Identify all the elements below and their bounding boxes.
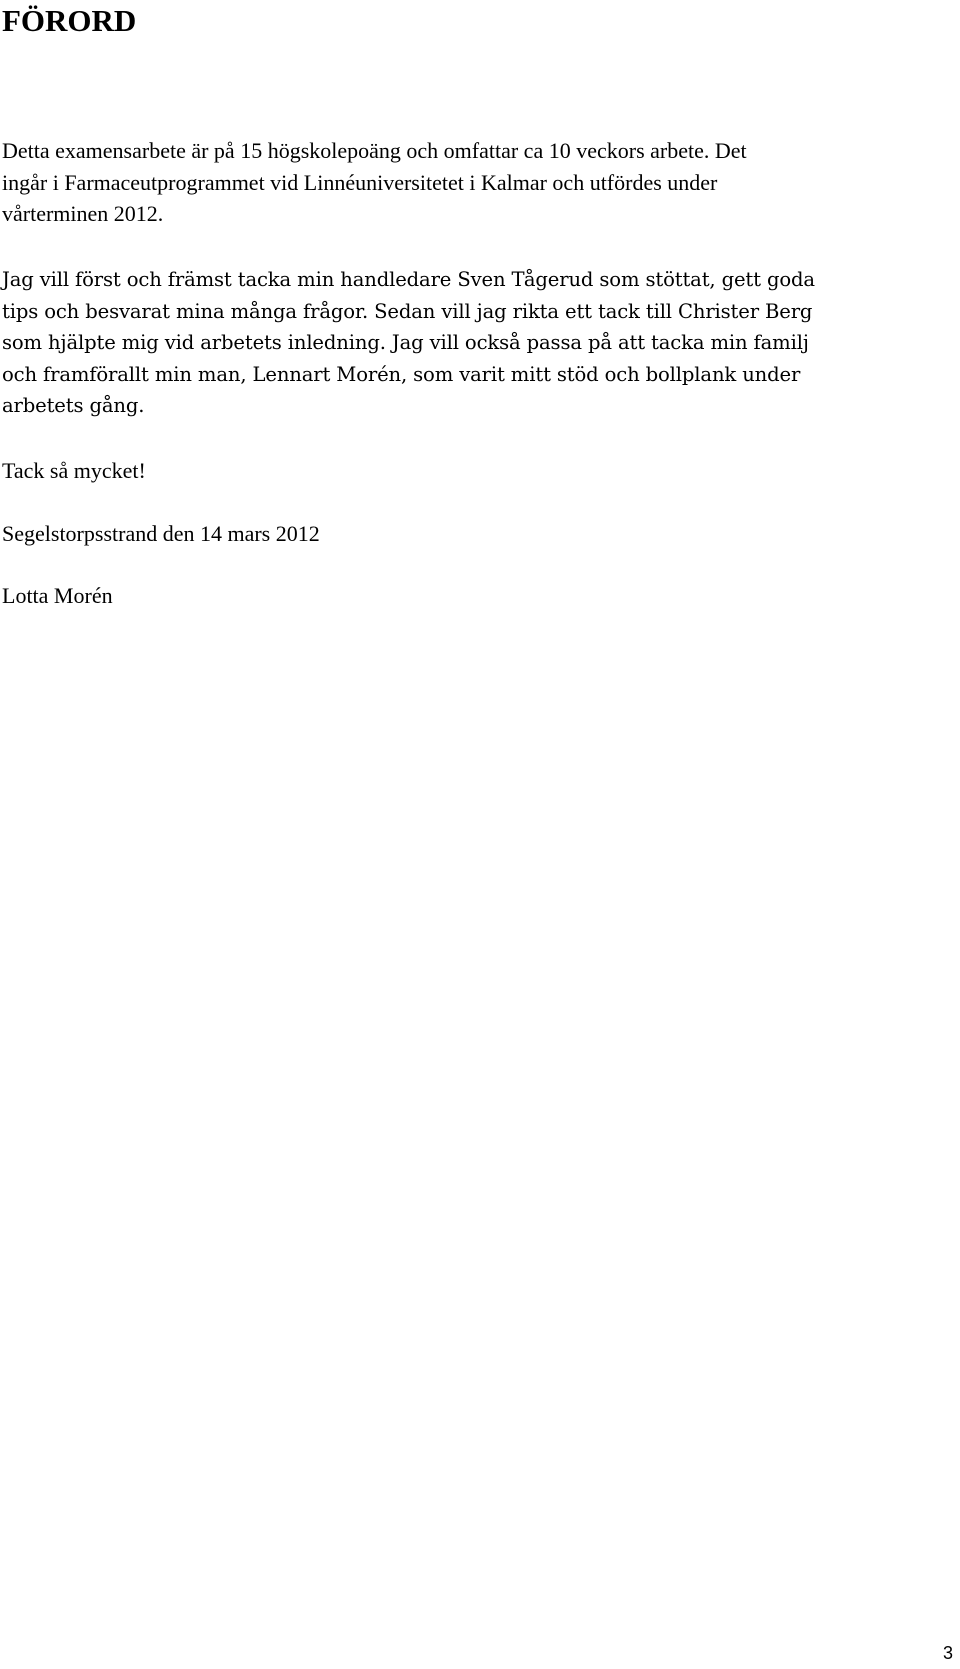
acknowledgement-line: arbetets gång.: [2, 394, 145, 417]
thanks-line: Tack så mycket!: [2, 458, 146, 483]
acknowledgement-paragraph: [2, 264, 954, 422]
intro-line: ingår i Farmaceutprogrammet vid Linnéuniversitetet i Kalmar och utfördes under: [2, 169, 718, 195]
page-title: FÖRORD: [2, 3, 137, 38]
page-number: 3: [942, 1643, 953, 1663]
acknowledgement-line: Jag vill först och främst tacka min handledare Sven Tågerud som stöttat, gett goda: [2, 268, 815, 291]
acknowledgement-line: som hjälpte mig vid arbetets inledning. Jag vill också passa på att tacka min familj: [2, 331, 809, 354]
acknowledgement-line: tips och besvarat mina många frågor. Sedan vill jag rikta ett tack till Christer Berg: [2, 299, 813, 323]
intro-line: Detta examensarbete är på 15 högskolepoäng och omfattar ca 10 veckors arbete. Det: [2, 138, 747, 163]
acknowledgement-line: och framförallt min man, Lennart Morén, som varit mitt stöd och bollplank under: [2, 362, 801, 386]
place-date-line: Segelstorpsstrand den 14 mars 2012: [2, 521, 320, 546]
signature-line: Lotta Morén: [2, 583, 113, 608]
intro-paragraph: [2, 135, 954, 230]
intro-line: vårterminen 2012.: [2, 201, 164, 226]
